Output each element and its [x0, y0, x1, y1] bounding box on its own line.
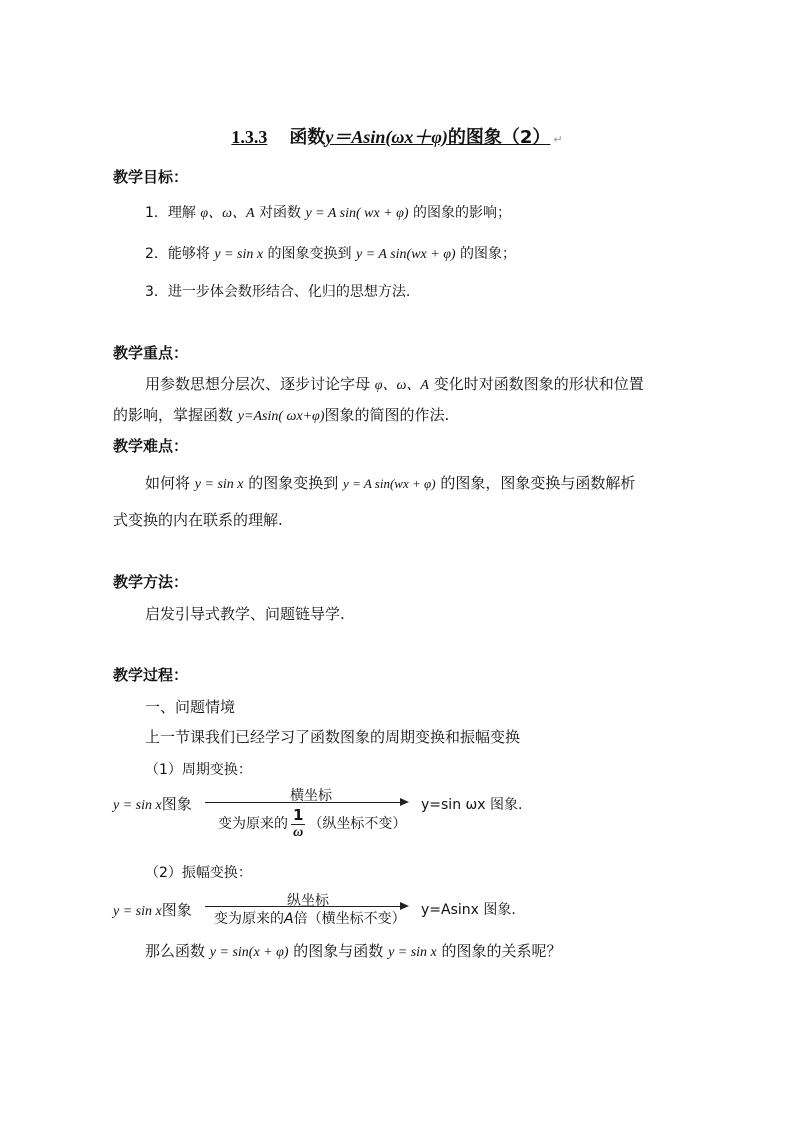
method-heading: 教学方法：	[113, 573, 189, 591]
amplitude-arrow-line	[205, 906, 401, 907]
one-over-omega: $\frac{1}{\omega}$	[293, 806, 304, 840]
period-arrow-head	[400, 798, 409, 806]
period-arrow-top-label: 横坐标	[290, 788, 332, 804]
amplitude-label: （2）振幅变换：	[145, 865, 252, 881]
difficulties-heading: 教学难点：	[113, 437, 189, 455]
amplitude-arrow-bottom-label: 变为原来的A倍（横坐标不变）	[214, 911, 406, 927]
objective-3: 3．进一步体会数形结合、化归的思想方法.	[145, 284, 411, 300]
amplitude-arrow-top-label: 纵坐标	[287, 893, 329, 909]
page-title	[0, 123, 794, 149]
question-line: 那么函数 y = sin(x + φ) 的图象与函数 y = sin x 的图象的关系呢？	[145, 942, 562, 960]
title-suffix: 的图象（2）	[447, 127, 551, 148]
process-heading: 教学过程：	[113, 666, 189, 684]
title-formula: y＝Asin(ωx＋φ)	[325, 127, 448, 147]
amplitude-right: y=Asinx 图象.	[421, 902, 516, 918]
difficulties-line-2: 式变换的内在联系的理解.	[113, 511, 283, 529]
objective-1: 1．理解 φ、ω、A 对函数 y = A sin( wx + φ) 的图象的影响；	[145, 205, 512, 221]
period-arrow-bottom-label: 变为原来的 $\frac{1}{\omega}$ （纵坐标不变）	[218, 806, 407, 840]
objectives-heading: 教学目标：	[113, 168, 189, 186]
intro-text: 上一节课我们已经学习了函数图象的周期变换和振幅变换	[145, 728, 521, 746]
method-text: 启发引导式教学、问题链导学.	[145, 605, 345, 623]
amplitude-left: y = sin x图象	[113, 901, 192, 919]
title-prefix: 函数	[289, 127, 326, 148]
period-right: y=sin ωx 图象.	[421, 797, 523, 813]
period-label: （1）周期变换：	[145, 762, 252, 778]
key-points-line-2: 的影响，掌握函数 y=Asin( ωx+φ)图象的简图的作法.	[113, 406, 450, 424]
period-left: y = sin x图象	[113, 795, 192, 813]
key-points-heading: 教学重点：	[113, 344, 189, 362]
objective-2: 2．能够将 y = sin x 的图象变换到 y = A sin(wx + φ) 的图象；	[145, 246, 517, 262]
key-points-line-1: 用参数思想分层次、逐步讨论字母 φ、ω、A 变化时对函数图象的形状和位置	[145, 375, 644, 393]
section-problem-context: 一、问题情境	[145, 698, 236, 716]
difficulties-line-1: 如何将 y = sin x 的图象变换到 y = A sin(wx + φ) 的图象，图象变换与函数解析	[145, 474, 636, 492]
return-mark: ↵	[553, 133, 563, 146]
section-number: 1.3.3	[231, 127, 268, 147]
period-arrow-line	[205, 802, 401, 803]
